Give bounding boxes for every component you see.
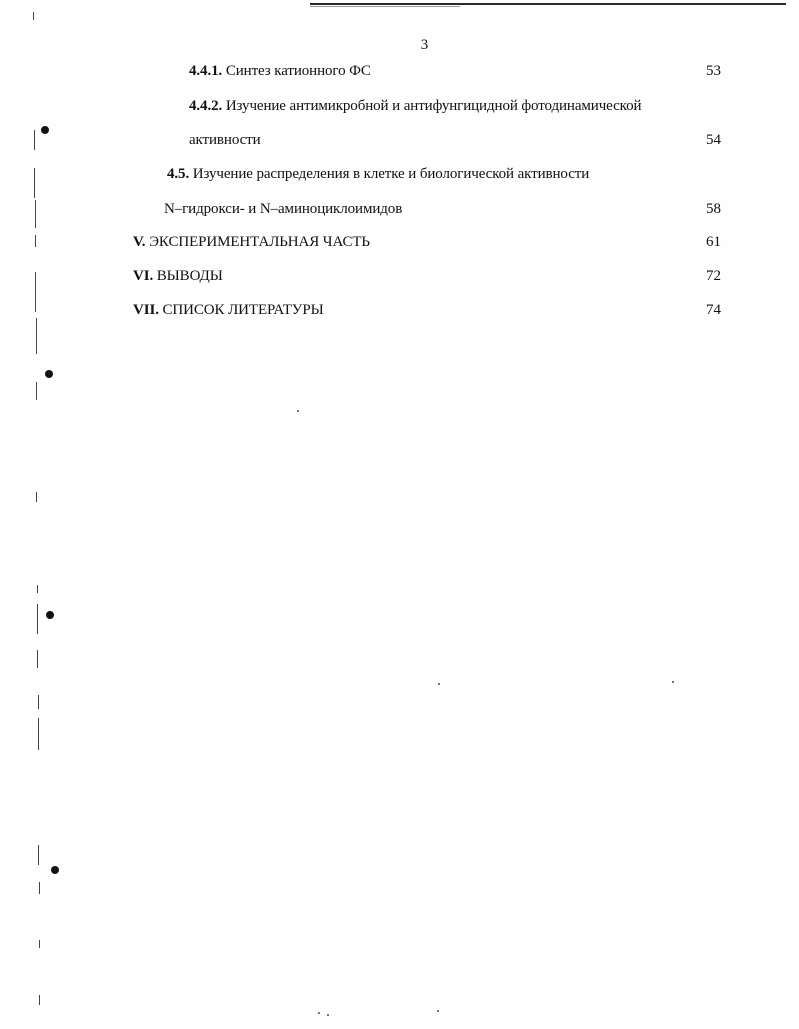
punch-hole-mark	[51, 866, 59, 874]
toc-entry-title: Изучение распределения в клетке и биологической активности	[192, 166, 590, 182]
toc-entry-vii	[133, 302, 324, 319]
toc-page-vi: 72	[706, 268, 721, 284]
toc-entry-title: Изучение антимикробной и антифунгицидной фотодинамической	[225, 98, 642, 114]
scan-top-border	[310, 3, 786, 5]
toc-entry-number: 4.4.2.	[189, 98, 223, 114]
scan-edge-mark	[35, 272, 36, 312]
toc-entry-4-5-continued: N–гидрокси- и N–аминоциклоимидов	[164, 201, 403, 217]
scan-edge-mark	[39, 995, 40, 1005]
scan-edge-mark	[37, 604, 38, 634]
scan-edge-mark	[33, 12, 34, 20]
scan-speck	[437, 1010, 439, 1012]
scan-edge-mark	[35, 200, 36, 228]
scan-edge-mark	[34, 168, 35, 198]
punch-hole-mark	[41, 126, 49, 134]
toc-entry-number: 4.4.1.	[189, 63, 223, 79]
scan-edge-mark	[35, 235, 36, 247]
toc-entry-title: СПИСОК ЛИТЕРАТУРЫ	[162, 302, 324, 318]
scan-edge-mark	[38, 845, 39, 865]
page-number: 3	[420, 37, 429, 53]
toc-page-4-4-1: 53	[706, 63, 721, 79]
toc-page-4-5: 58	[706, 201, 721, 217]
scan-edge-mark	[36, 318, 37, 354]
scan-speck	[318, 1012, 320, 1014]
toc-entry-4-4-2	[189, 98, 641, 115]
scan-edge-mark	[36, 492, 37, 502]
scan-speck	[297, 410, 299, 412]
scan-top-border-faint	[310, 6, 460, 7]
scan-edge-mark	[34, 130, 35, 150]
scan-edge-mark	[39, 882, 40, 894]
toc-page-vii: 74	[706, 302, 721, 318]
toc-entry-v	[133, 234, 370, 251]
punch-hole-mark	[45, 370, 53, 378]
scan-speck	[438, 683, 440, 685]
toc-entry-4-4-2-continued: активности	[189, 132, 261, 148]
scan-edge-mark	[37, 650, 38, 668]
scan-speck	[327, 1014, 329, 1016]
scan-edge-mark	[38, 718, 39, 750]
toc-entry-title: ВЫВОДЫ	[156, 268, 223, 284]
toc-entry-number: VII.	[133, 302, 159, 318]
scan-edge-mark	[39, 940, 40, 948]
toc-entry-vi	[133, 268, 223, 285]
scan-speck	[672, 681, 674, 683]
scan-edge-mark	[37, 585, 38, 593]
toc-entry-number: V.	[133, 234, 146, 250]
toc-entry-title: ЭКСПЕРИМЕНТАЛЬНАЯ ЧАСТЬ	[149, 234, 370, 250]
toc-entry-title: Синтез катионного ФС	[225, 63, 371, 79]
toc-entry-4-4-1	[189, 63, 371, 80]
toc-page-v: 61	[706, 234, 721, 250]
scan-edge-mark	[36, 382, 37, 400]
toc-page-4-4-2: 54	[706, 132, 721, 148]
scan-edge-mark	[38, 695, 39, 709]
toc-entry-number: VI.	[133, 268, 154, 284]
punch-hole-mark	[46, 611, 54, 619]
toc-entry-number: 4.5.	[167, 166, 190, 182]
toc-entry-4-5	[167, 166, 589, 183]
